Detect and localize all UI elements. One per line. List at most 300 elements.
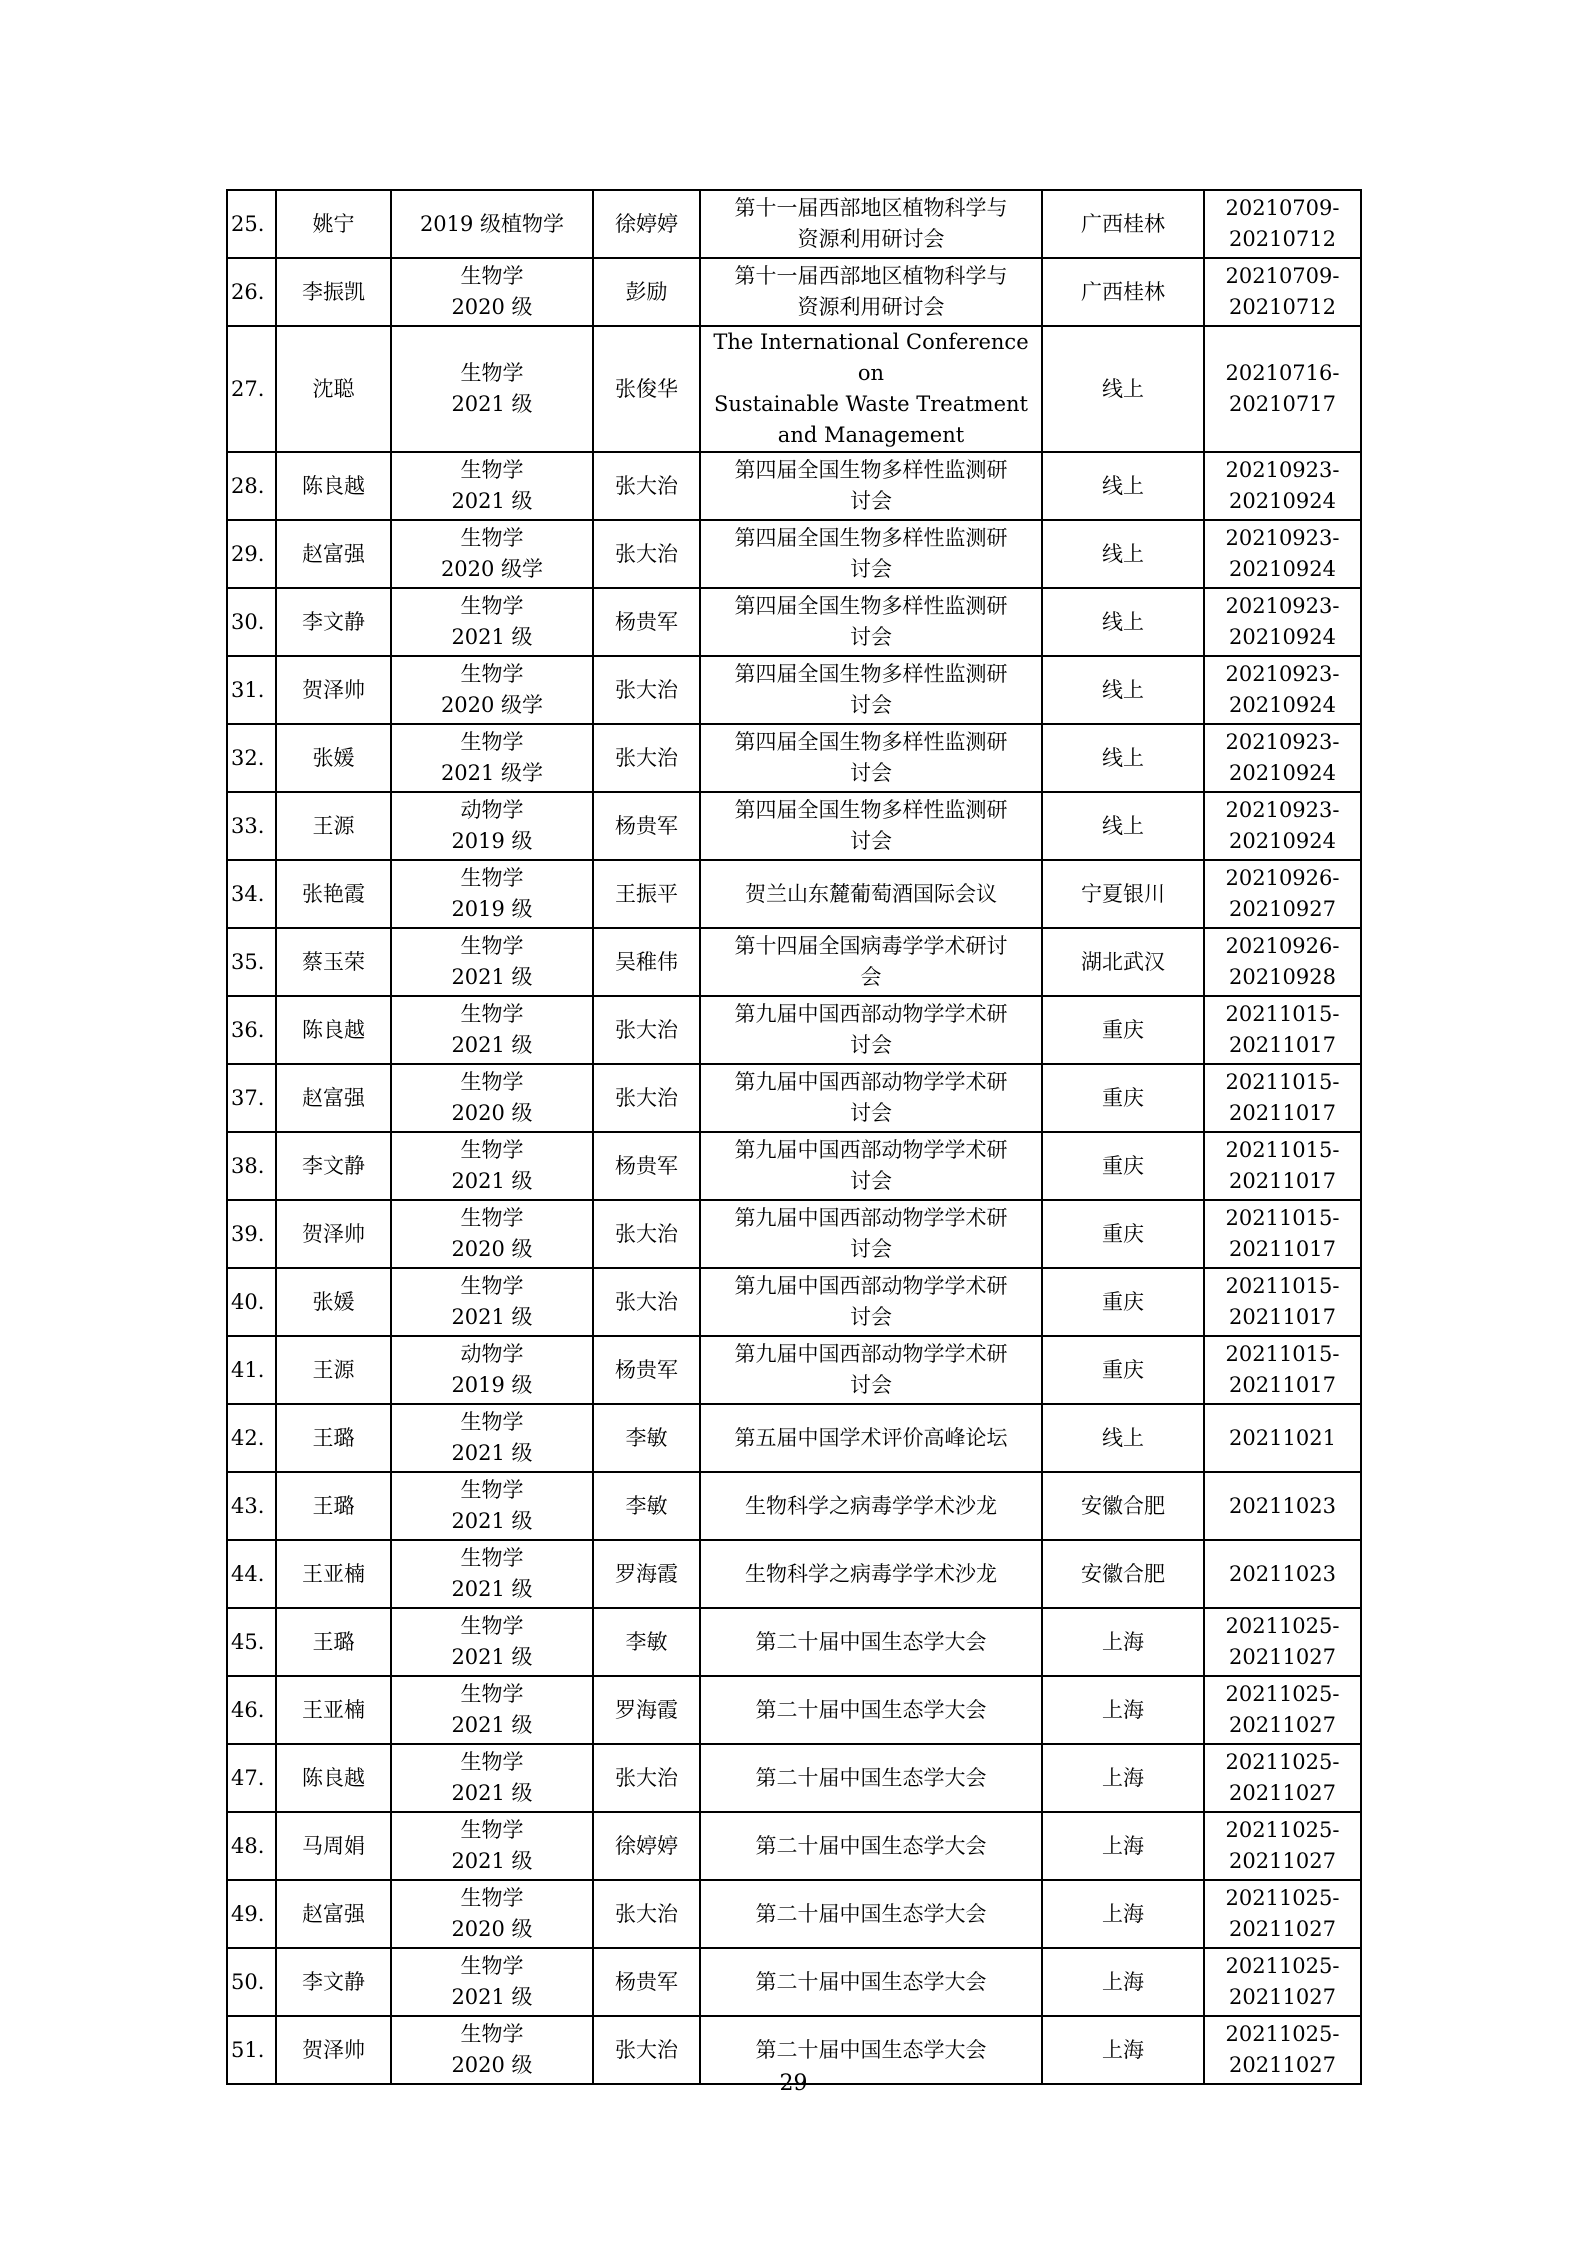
cell-dates: [1204, 190, 1361, 258]
cell-conference: [700, 1948, 1042, 2016]
cell-dates: [1204, 520, 1361, 588]
cell-dates: [1204, 1200, 1361, 1268]
cell-dates-line: 20211023: [1229, 1493, 1336, 1518]
cell-conference-line: 贺兰山东麓葡萄酒国际会议: [745, 881, 997, 906]
cell-conference: [700, 1880, 1042, 1948]
cell-advisor: 李敏: [593, 1608, 700, 1676]
table-row: [227, 724, 1361, 792]
cell-grade: [391, 258, 593, 326]
table-row: [227, 1064, 1361, 1132]
cell-advisor: 罗海霞: [593, 1540, 700, 1608]
cell-dates: [1204, 1540, 1361, 1608]
cell-conference: [700, 656, 1042, 724]
cell-conference-line: 第五届中国学术评价高峰论坛: [734, 1425, 1008, 1450]
cell-location: 上海: [1042, 1812, 1204, 1880]
table-row: [227, 1472, 1361, 1540]
cell-advisor: 张大治: [593, 656, 700, 724]
cell-no: 39.: [227, 1200, 276, 1268]
cell-conference-line: 第四届全国生物多样性监测研: [734, 458, 1008, 482]
cell-dates: [1204, 1744, 1361, 1812]
cell-grade: [391, 656, 593, 724]
cell-dates-line: 20211025-: [1225, 1886, 1340, 1910]
table-row: [227, 1744, 1361, 1812]
cell-conference-line: 讨会: [850, 829, 892, 853]
cell-dates: [1204, 1608, 1361, 1676]
cell-advisor: 罗海霞: [593, 1676, 700, 1744]
cell-grade: [391, 326, 593, 452]
cell-no: 48.: [227, 1812, 276, 1880]
cell-dates: [1204, 258, 1361, 326]
cell-location: 湖北武汉: [1042, 928, 1204, 996]
cell-location: 上海: [1042, 1880, 1204, 1948]
cell-advisor: 张大治: [593, 520, 700, 588]
cell-grade-line: 生物学: [460, 264, 524, 288]
cell-conference: [700, 520, 1042, 588]
cell-conference-line: 会: [860, 965, 882, 989]
cell-grade: [391, 190, 593, 258]
cell-no: 37.: [227, 1064, 276, 1132]
cell-grade-line: 生物学: [460, 361, 524, 385]
cell-grade-line: 2020 级: [451, 1101, 533, 1125]
cell-dates: [1204, 656, 1361, 724]
cell-dates: [1204, 1812, 1361, 1880]
cell-dates-line: 20210924: [1229, 489, 1336, 513]
cell-no: 46.: [227, 1676, 276, 1744]
cell-no: 49.: [227, 1880, 276, 1948]
cell-dates-line: 20211017: [1229, 1169, 1336, 1193]
cell-conference-line: 讨会: [850, 1305, 892, 1329]
cell-grade: [391, 860, 593, 928]
cell-conference-line: The International Conference on: [713, 330, 1029, 385]
cell-grade-line: 生物学: [460, 1614, 524, 1638]
cell-grade: [391, 588, 593, 656]
cell-conference: [700, 792, 1042, 860]
cell-grade: [391, 1268, 593, 1336]
cell-conference-line: 第二十届中国生态学大会: [755, 1969, 987, 1994]
cell-dates-line: 20211027: [1229, 1849, 1336, 1873]
cell-dates-line: 20211015-: [1225, 1342, 1340, 1366]
cell-grade-line: 2020 级: [451, 1917, 533, 1941]
cell-location: 上海: [1042, 1744, 1204, 1812]
cell-no: 45.: [227, 1608, 276, 1676]
cell-grade: [391, 1472, 593, 1540]
cell-dates-line: 20210928: [1229, 965, 1336, 989]
cell-grade-line: 生物学: [460, 1750, 524, 1774]
cell-conference-line: 第十一届西部地区植物科学与: [734, 196, 1008, 220]
cell-conference-line: 讨会: [850, 489, 892, 513]
cell-grade-line: 2021 级: [451, 965, 533, 989]
cell-conference-line: 第九届中国西部动物学学术研: [734, 1342, 1008, 1366]
cell-dates-line: 20211027: [1229, 1917, 1336, 1941]
cell-no: 50.: [227, 1948, 276, 2016]
conference-attendance-table: [226, 189, 1362, 2085]
cell-no: 28.: [227, 452, 276, 520]
cell-grade: [391, 452, 593, 520]
cell-grade-line: 生物学: [460, 1682, 524, 1706]
cell-location: 线上: [1042, 792, 1204, 860]
cell-conference: [700, 1132, 1042, 1200]
cell-advisor: 彭励: [593, 258, 700, 326]
page-number: 29: [779, 2071, 808, 2096]
cell-conference: [700, 1744, 1042, 1812]
cell-dates-line: 20211025-: [1225, 1818, 1340, 1842]
cell-advisor: 杨贵军: [593, 588, 700, 656]
cell-location: 线上: [1042, 724, 1204, 792]
cell-conference: [700, 1472, 1042, 1540]
cell-no: 26.: [227, 258, 276, 326]
cell-grade: [391, 1880, 593, 1948]
cell-grade-line: 2021 级: [451, 1169, 533, 1193]
cell-conference-line: 第九届中国西部动物学学术研: [734, 1070, 1008, 1094]
cell-dates: [1204, 928, 1361, 996]
cell-location: 重庆: [1042, 1268, 1204, 1336]
cell-dates-line: 20211015-: [1225, 1206, 1340, 1230]
cell-grade-line: 生物学: [460, 1138, 524, 1162]
cell-name: 陈良越: [276, 996, 391, 1064]
cell-name: 沈聪: [276, 326, 391, 452]
cell-grade-line: 2019 级: [451, 897, 533, 921]
cell-grade: [391, 1948, 593, 2016]
cell-dates-line: 20211017: [1229, 1101, 1336, 1125]
cell-grade: [391, 1744, 593, 1812]
cell-conference: [700, 1676, 1042, 1744]
cell-location: 线上: [1042, 520, 1204, 588]
cell-grade-line: 2021 级: [451, 1985, 533, 2009]
cell-name: 贺泽帅: [276, 1200, 391, 1268]
cell-location: 上海: [1042, 2016, 1204, 2084]
cell-dates-line: 20211025-: [1225, 2022, 1340, 2046]
cell-name: 赵富强: [276, 520, 391, 588]
cell-conference-line: 第四届全国生物多样性监测研: [734, 730, 1008, 754]
cell-conference: [700, 190, 1042, 258]
cell-grade-line: 2020 级: [451, 1237, 533, 1261]
cell-location: 上海: [1042, 1948, 1204, 2016]
cell-advisor: 李敏: [593, 1404, 700, 1472]
cell-dates-line: 20211017: [1229, 1305, 1336, 1329]
cell-dates-line: 20210924: [1229, 693, 1336, 717]
cell-location: 广西桂林: [1042, 190, 1204, 258]
cell-no: 36.: [227, 996, 276, 1064]
cell-conference-line: 第四届全国生物多样性监测研: [734, 662, 1008, 686]
cell-advisor: 张大治: [593, 452, 700, 520]
cell-name: 李文静: [276, 1132, 391, 1200]
table-row: [227, 860, 1361, 928]
cell-dates-line: 20210924: [1229, 829, 1336, 853]
cell-no: 51.: [227, 2016, 276, 2084]
cell-dates-line: 20211027: [1229, 1713, 1336, 1737]
cell-conference-line: 第四届全国生物多样性监测研: [734, 526, 1008, 550]
cell-conference-line: 第九届中国西部动物学学术研: [734, 1274, 1008, 1298]
cell-location: 宁夏银川: [1042, 860, 1204, 928]
cell-grade-line: 动物学: [460, 798, 524, 822]
table-row: [227, 928, 1361, 996]
cell-dates-line: 20211025-: [1225, 1954, 1340, 1978]
cell-dates: [1204, 1404, 1361, 1472]
cell-no: 41.: [227, 1336, 276, 1404]
table-row: [227, 1540, 1361, 1608]
cell-grade-line: 2021 级: [451, 392, 533, 416]
cell-conference-line: 第九届中国西部动物学学术研: [734, 1138, 1008, 1162]
cell-advisor: 张大治: [593, 996, 700, 1064]
cell-location: 线上: [1042, 452, 1204, 520]
cell-conference-line: 讨会: [850, 625, 892, 649]
cell-name: 张媛: [276, 1268, 391, 1336]
table-row: [227, 326, 1361, 452]
cell-dates-line: 20211027: [1229, 2053, 1336, 2077]
cell-conference: [700, 1268, 1042, 1336]
cell-conference-line: 第二十届中国生态学大会: [755, 1697, 987, 1722]
cell-location: 线上: [1042, 326, 1204, 452]
cell-grade-line: 2021 级学: [440, 761, 544, 785]
cell-dates: [1204, 1880, 1361, 1948]
cell-name: 姚宁: [276, 190, 391, 258]
cell-location: 重庆: [1042, 1200, 1204, 1268]
cell-name: 李文静: [276, 588, 391, 656]
cell-dates-line: 20210923-: [1225, 730, 1340, 754]
cell-location: 上海: [1042, 1608, 1204, 1676]
cell-name: 陈良越: [276, 1744, 391, 1812]
cell-dates-line: 20210712: [1229, 227, 1336, 251]
cell-advisor: 张大治: [593, 1744, 700, 1812]
cell-name: 王亚楠: [276, 1676, 391, 1744]
cell-dates-line: 20210923-: [1225, 798, 1340, 822]
cell-grade: [391, 1200, 593, 1268]
cell-dates-line: 20211025-: [1225, 1614, 1340, 1638]
cell-grade-line: 生物学: [460, 2022, 524, 2046]
cell-location: 线上: [1042, 588, 1204, 656]
cell-name: 张艳霞: [276, 860, 391, 928]
cell-conference: [700, 996, 1042, 1064]
cell-dates: [1204, 1064, 1361, 1132]
cell-dates: [1204, 1948, 1361, 2016]
table-row: [227, 1676, 1361, 1744]
cell-conference-line: 讨会: [850, 761, 892, 785]
cell-conference: [700, 1200, 1042, 1268]
cell-dates-line: 20211025-: [1225, 1750, 1340, 1774]
cell-name: 李文静: [276, 1948, 391, 2016]
cell-conference-line: 第九届中国西部动物学学术研: [734, 1002, 1008, 1026]
cell-conference-line: 讨会: [850, 1237, 892, 1261]
cell-dates: [1204, 1472, 1361, 1540]
cell-grade-line: 2020 级: [451, 2053, 533, 2077]
cell-dates: [1204, 724, 1361, 792]
cell-dates-line: 20210716-: [1225, 361, 1340, 385]
cell-grade-line: 2021 级: [451, 489, 533, 513]
cell-advisor: 张俊华: [593, 326, 700, 452]
cell-conference: [700, 1064, 1042, 1132]
cell-dates-line: 20211015-: [1225, 1002, 1340, 1026]
cell-conference-line: 讨会: [850, 693, 892, 717]
cell-conference: [700, 1540, 1042, 1608]
cell-advisor: 徐婷婷: [593, 190, 700, 258]
cell-conference: [700, 928, 1042, 996]
cell-no: 27.: [227, 326, 276, 452]
cell-grade-line: 生物学: [460, 526, 524, 550]
cell-grade-line: 2019 级植物学: [419, 211, 565, 236]
cell-dates-line: 20210717: [1229, 392, 1336, 416]
cell-no: 35.: [227, 928, 276, 996]
cell-conference-line: 第二十届中国生态学大会: [755, 2037, 987, 2062]
cell-grade-line: 生物学: [460, 730, 524, 754]
cell-advisor: 杨贵军: [593, 1948, 700, 2016]
cell-dates-line: 20210924: [1229, 625, 1336, 649]
cell-dates-line: 20210712: [1229, 295, 1336, 319]
cell-grade: [391, 996, 593, 1064]
table-row: [227, 1404, 1361, 1472]
cell-grade-line: 生物学: [460, 934, 524, 958]
cell-grade-line: 生物学: [460, 1886, 524, 1910]
cell-dates-line: 20211025-: [1225, 1682, 1340, 1706]
cell-dates-line: 20211021: [1229, 1425, 1336, 1450]
cell-grade-line: 生物学: [460, 1478, 524, 1502]
cell-no: 29.: [227, 520, 276, 588]
cell-conference: [700, 258, 1042, 326]
cell-grade: [391, 1404, 593, 1472]
cell-no: 38.: [227, 1132, 276, 1200]
cell-conference-line: 第二十届中国生态学大会: [755, 1833, 987, 1858]
cell-dates-line: 20211023: [1229, 1561, 1336, 1586]
cell-dates: [1204, 860, 1361, 928]
cell-dates: [1204, 1336, 1361, 1404]
cell-conference-line: 第四届全国生物多样性监测研: [734, 594, 1008, 618]
cell-no: 43.: [227, 1472, 276, 1540]
cell-location: 安徽合肥: [1042, 1540, 1204, 1608]
cell-grade: [391, 1812, 593, 1880]
cell-advisor: 徐婷婷: [593, 1812, 700, 1880]
cell-grade: [391, 1676, 593, 1744]
cell-conference: [700, 452, 1042, 520]
cell-conference-line: 第二十届中国生态学大会: [755, 1629, 987, 1654]
cell-grade-line: 2021 级: [451, 1713, 533, 1737]
cell-conference-line: 第二十届中国生态学大会: [755, 1765, 987, 1790]
table-row: [227, 452, 1361, 520]
cell-dates-line: 20210924: [1229, 761, 1336, 785]
table-row: [227, 1948, 1361, 2016]
cell-dates-line: 20210709-: [1225, 264, 1340, 288]
cell-dates: [1204, 996, 1361, 1064]
cell-location: 重庆: [1042, 996, 1204, 1064]
table-row: [227, 996, 1361, 1064]
cell-grade-line: 2020 级学: [440, 693, 544, 717]
cell-location: 上海: [1042, 1676, 1204, 1744]
cell-grade-line: 生物学: [460, 1410, 524, 1434]
cell-grade-line: 2021 级: [451, 1577, 533, 1601]
cell-grade-line: 2021 级: [451, 1441, 533, 1465]
cell-conference-line: 第十四届全国病毒学学术研讨: [734, 934, 1008, 958]
cell-location: 重庆: [1042, 1064, 1204, 1132]
cell-name: 张媛: [276, 724, 391, 792]
cell-grade: [391, 928, 593, 996]
cell-dates-line: 20211015-: [1225, 1274, 1340, 1298]
table-row: [227, 1268, 1361, 1336]
cell-dates-line: 20210923-: [1225, 458, 1340, 482]
cell-dates-line: 20210923-: [1225, 662, 1340, 686]
cell-name: 王璐: [276, 1472, 391, 1540]
cell-dates-line: 20210709-: [1225, 196, 1340, 220]
cell-conference-line: 生物科学之病毒学学术沙龙: [745, 1493, 997, 1518]
cell-no: 34.: [227, 860, 276, 928]
cell-dates: [1204, 1268, 1361, 1336]
cell-conference-line: 讨会: [850, 1101, 892, 1125]
cell-grade-line: 生物学: [460, 1002, 524, 1026]
cell-conference-line: 讨会: [850, 557, 892, 581]
cell-grade-line: 2019 级: [451, 1373, 533, 1397]
cell-name: 王璐: [276, 1404, 391, 1472]
cell-conference: [700, 1608, 1042, 1676]
cell-dates-line: 20211015-: [1225, 1138, 1340, 1162]
cell-dates-line: 20211017: [1229, 1033, 1336, 1057]
cell-dates: [1204, 326, 1361, 452]
cell-advisor: 张大治: [593, 724, 700, 792]
cell-dates-line: 20210924: [1229, 557, 1336, 581]
cell-name: 贺泽帅: [276, 2016, 391, 2084]
cell-grade-line: 2021 级: [451, 625, 533, 649]
cell-conference: [700, 724, 1042, 792]
cell-grade: [391, 1336, 593, 1404]
cell-name: 赵富强: [276, 1880, 391, 1948]
cell-conference-line: 资源利用研讨会: [797, 295, 945, 319]
cell-dates-line: 20210926-: [1225, 866, 1340, 890]
cell-name: 李振凯: [276, 258, 391, 326]
cell-name: 陈良越: [276, 452, 391, 520]
cell-dates-line: 20211027: [1229, 1781, 1336, 1805]
cell-name: 王亚楠: [276, 1540, 391, 1608]
cell-name: 蔡玉荣: [276, 928, 391, 996]
cell-advisor: 张大治: [593, 1880, 700, 1948]
cell-dates: [1204, 588, 1361, 656]
cell-location: 线上: [1042, 1404, 1204, 1472]
cell-dates-line: 20211017: [1229, 1237, 1336, 1261]
cell-grade-line: 2021 级: [451, 1509, 533, 1533]
cell-grade-line: 生物学: [460, 458, 524, 482]
cell-location: 重庆: [1042, 1336, 1204, 1404]
cell-grade: [391, 1540, 593, 1608]
cell-grade-line: 2020 级: [451, 295, 533, 319]
cell-no: 25.: [227, 190, 276, 258]
cell-grade: [391, 724, 593, 792]
cell-conference-line: 生物科学之病毒学学术沙龙: [745, 1561, 997, 1586]
table-row: [227, 520, 1361, 588]
cell-no: 40.: [227, 1268, 276, 1336]
cell-dates-line: 20211017: [1229, 1373, 1336, 1397]
cell-no: 44.: [227, 1540, 276, 1608]
cell-name: 马周娟: [276, 1812, 391, 1880]
table-row: [227, 190, 1361, 258]
cell-dates-line: 20210926-: [1225, 934, 1340, 958]
cell-grade-line: 2021 级: [451, 1645, 533, 1669]
cell-conference: [700, 326, 1042, 452]
table-row: [227, 1336, 1361, 1404]
cell-conference-line: Sustainable Waste Treatment: [713, 392, 1028, 416]
cell-grade-line: 2020 级学: [440, 557, 544, 581]
cell-conference-line: 第十一届西部地区植物科学与: [734, 264, 1008, 288]
cell-dates-line: 20210927: [1229, 897, 1336, 921]
cell-advisor: 王振平: [593, 860, 700, 928]
cell-name: 王源: [276, 1336, 391, 1404]
cell-advisor: 张大治: [593, 1268, 700, 1336]
table-row: [227, 1132, 1361, 1200]
cell-advisor: 张大治: [593, 2016, 700, 2084]
cell-no: 32.: [227, 724, 276, 792]
cell-grade: [391, 1132, 593, 1200]
cell-conference-line: 讨会: [850, 1169, 892, 1193]
cell-conference: [700, 1812, 1042, 1880]
cell-conference: [700, 860, 1042, 928]
table-row: [227, 792, 1361, 860]
cell-grade-line: 生物学: [460, 1954, 524, 1978]
cell-conference-line: 讨会: [850, 1033, 892, 1057]
cell-advisor: 吴稚伟: [593, 928, 700, 996]
